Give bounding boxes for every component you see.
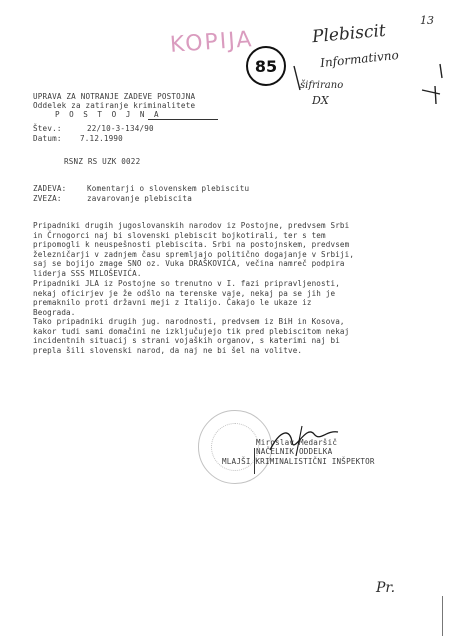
org-line-1: UPRAVA ZA NOTRANJE ZADEVE POSTOJNA: [33, 92, 196, 101]
handwritten-top-mark: 13: [420, 14, 434, 27]
margin-mark: [442, 596, 443, 636]
document-number: 85: [254, 56, 278, 76]
ref-value: 22/10-3-134/90: [87, 124, 154, 133]
city-spaced: P O S T O J N A: [55, 110, 162, 119]
body-paragraph-3: Tako pripadniki drugih jug. narodnosti, predvsem iz BiH in Kosova, kakor tudi sami domačini ne izključujejo tik pred plebiscitom nekaj incidentnih situacij s strani vojaških organov, s katerimi naj bi prepla šili slovenski narod, da naj ne bi šel na volitve.: [33, 317, 350, 355]
zadeva-label: ZADEVA:: [33, 184, 67, 193]
handwritten-bottom-initial: Pr.: [376, 580, 396, 596]
city-underline: [148, 119, 218, 120]
document-number-circle: [246, 46, 286, 86]
signature-vertical-mark: [254, 448, 255, 474]
body-paragraph-1: Pripadniki drugih jugoslovanskih narodov iz Postojne, predvsem Srbi in Črnogorci naj bi slovenski plebiscit bojkotirali, ter s tem pripomogli k neuspešnosti plebiscita. Srbi na postojnskem, predvsem železničarji v zadnjem času spremljajo politično dogajanje v Srbiji, saj se bojijo zmage SNO oz. Vuka DRAŠKOVIĆA, večina namreč podpira liderja SSS MILOŠEVIĆA.: [33, 221, 355, 278]
handwritten-plebiscit: Plebiscit: [311, 20, 387, 48]
handwritten-scribble: [290, 60, 450, 110]
handwritten-sifrirano: šifrirano: [300, 80, 344, 91]
zadeva-value: Komentarji o slovenskem plebiscitu: [87, 184, 250, 193]
body-paragraph-2: Pripadniki JLA iz Postojne so trenutno v I. fazi pripravljenosti, nekaj oficirjev je že odšlo na terenske vaje, nekaj pa se jih je premaknilo proti državni meji z Italijo. Čakajo le ukaze iz Beograda.: [33, 279, 340, 317]
date-value: 7.12.1990: [80, 134, 123, 143]
recipient: RSNZ RS UZK 0022: [64, 157, 141, 166]
org-line-2: Oddelek za zatiranje kriminalitete: [33, 101, 196, 110]
signature-title-2: MLAJŠI KRIMINALISTIČNI INŠPEKTOR: [222, 457, 375, 466]
handwritten-signature: [266, 420, 346, 460]
zveza-value: zavarovanje plebiscita: [87, 194, 192, 203]
zveza-label: ZVEZA:: [33, 194, 62, 203]
handwritten-note-right: Informativno: [319, 47, 400, 71]
date-label: Datum:: [33, 134, 62, 143]
signature-title-1: NAČELNIK ODDELKA: [256, 447, 333, 456]
handwritten-dx: DX: [312, 94, 329, 107]
ref-label: Štev.:: [33, 124, 62, 133]
signature-name: Miroslav Medaršič: [256, 438, 338, 447]
kopija-stamp: KOPIJA: [169, 27, 255, 58]
